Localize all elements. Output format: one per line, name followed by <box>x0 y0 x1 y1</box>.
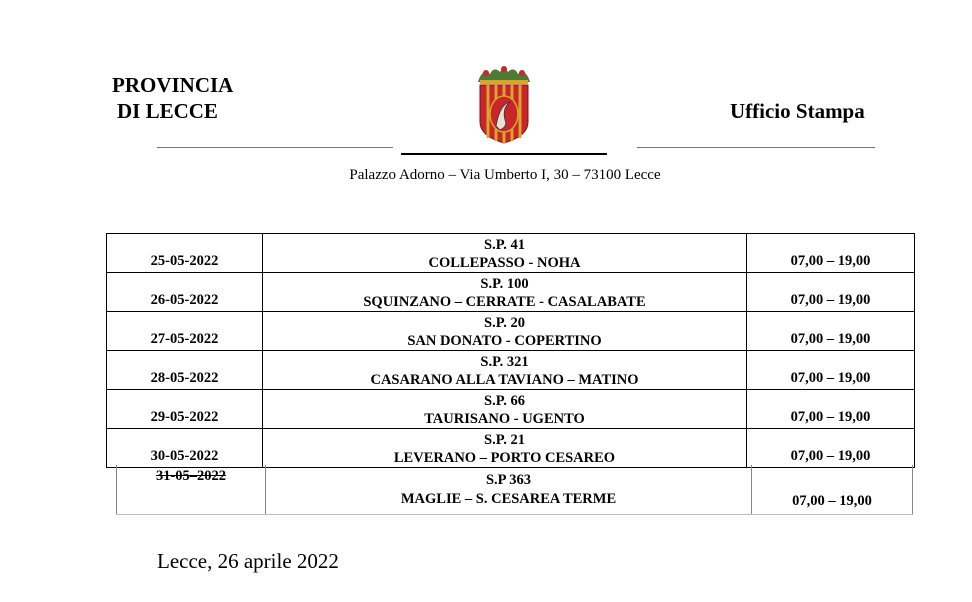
row-date: 26-05-2022 <box>107 273 263 312</box>
road-route: CASARANO ALLA TAVIANO – MATINO <box>370 372 639 388</box>
table-row <box>107 234 915 273</box>
road-number: S.P. 21 <box>484 432 525 448</box>
table-row <box>107 312 915 351</box>
office-name: Ufficio Stampa <box>730 99 865 123</box>
road-number: S.P 363 <box>485 471 532 488</box>
row-road <box>263 273 747 312</box>
row-road <box>263 234 747 273</box>
road-number: S.P. 20 <box>484 315 525 331</box>
row-date: 25-05-2022 <box>107 234 263 273</box>
table-row <box>117 465 913 515</box>
closure-schedule-last-row <box>116 465 913 515</box>
coat-of-arms-icon <box>472 64 536 144</box>
row-road <box>266 465 752 515</box>
road-route: TAURISANO - UGENTO <box>424 411 585 427</box>
divider-right <box>637 147 875 148</box>
organization-name <box>112 72 233 124</box>
row-date: 28-05-2022 <box>107 351 263 390</box>
road-route: SQUINZANO – CERRATE - CASALABATE <box>363 294 646 310</box>
org-line-1: PROVINCIA <box>112 73 234 97</box>
row-date: 31-05–2022 <box>117 465 266 515</box>
table-row <box>107 390 915 429</box>
road-route: COLLEPASSO - NOHA <box>428 255 581 271</box>
row-time: 07,00 – 19,00 <box>747 312 915 351</box>
road-number: S.P. 100 <box>480 276 529 292</box>
row-time: 07,00 – 19,00 <box>747 234 915 273</box>
divider-left <box>157 147 393 148</box>
row-time: 07,00 – 19,00 <box>747 351 915 390</box>
road-number: S.P. 66 <box>484 393 525 409</box>
row-road <box>263 429 747 468</box>
table-row <box>107 351 915 390</box>
road-number: S.P. 41 <box>484 237 525 253</box>
road-number: S.P. 321 <box>480 354 529 370</box>
row-road <box>263 351 747 390</box>
place-and-date: Lecce, 26 aprile 2022 <box>157 549 339 573</box>
row-road <box>263 390 747 429</box>
row-road <box>263 312 747 351</box>
table-row <box>107 273 915 312</box>
row-date: 29-05-2022 <box>107 390 263 429</box>
row-time: 07,00 – 19,00 <box>747 390 915 429</box>
closure-schedule-table <box>106 233 915 468</box>
row-time: 07,00 – 19,00 <box>747 273 915 312</box>
office-address: Palazzo Adorno – Via Umberto I, 30 – 73100 Lecce <box>349 167 661 183</box>
org-line-2: DI LECCE <box>117 99 218 123</box>
road-route: SAN DONATO - COPERTINO <box>407 333 602 349</box>
row-time: 07,00 – 19,00 <box>747 429 915 468</box>
table-row <box>107 429 915 468</box>
row-time: 07,00 – 19,00 <box>752 465 913 515</box>
road-route: LEVERANO – PORTO CESAREO <box>393 450 616 466</box>
divider-center <box>401 153 607 155</box>
row-date: 30-05-2022 <box>107 429 263 468</box>
road-route: MAGLIE – S. CESAREA TERME <box>400 490 617 507</box>
row-date: 27-05-2022 <box>107 312 263 351</box>
